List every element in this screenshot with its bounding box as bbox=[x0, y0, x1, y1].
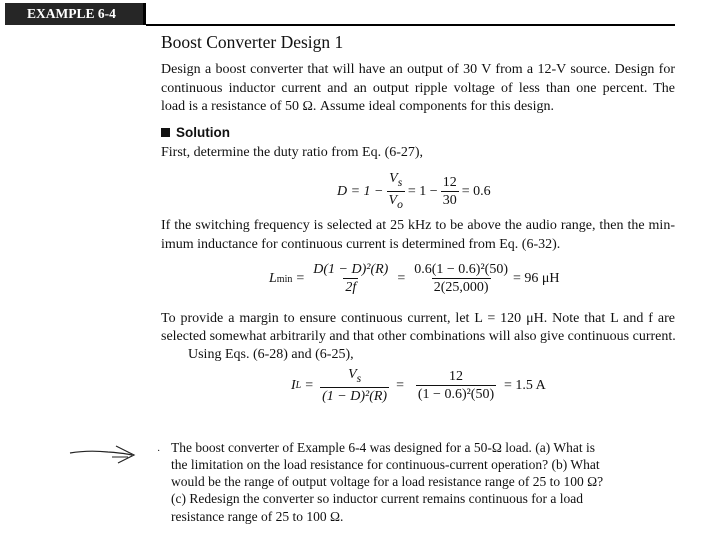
fraction bbox=[387, 171, 405, 213]
eq-equals: = bbox=[296, 271, 305, 286]
fraction bbox=[412, 262, 510, 296]
eq-num: V bbox=[389, 171, 398, 186]
eq-den: V bbox=[388, 192, 398, 208]
paragraph-line: imum inductance for continuous current is determined from Eq. (6-32). bbox=[161, 237, 561, 252]
paragraph-line: If the switching frequency is selected at 25 kHz to be above the audio range, then the min- bbox=[161, 218, 675, 233]
eq-result: = 1.5 A bbox=[504, 377, 546, 393]
example-title: Boost Converter Design 1 bbox=[161, 32, 344, 52]
problem-line: Design a boost converter that will have an output of 30 V from a 12-V source. Design for bbox=[161, 62, 675, 77]
eq-num: 12 bbox=[449, 368, 464, 384]
eq-sub: L bbox=[295, 380, 302, 392]
fraction bbox=[320, 367, 389, 405]
eq-result: = 0.6 bbox=[461, 183, 491, 199]
eq-den: (1 − D)²(R) bbox=[322, 388, 388, 404]
eq-sub: o bbox=[397, 197, 403, 211]
hand-drawn-arrow-icon bbox=[68, 444, 138, 466]
bullet-dot: · bbox=[157, 446, 161, 457]
eq-den: 2f bbox=[345, 280, 357, 295]
eq-num: 12 bbox=[442, 174, 457, 190]
problem-line: load is a resistance of 50 Ω. Assume ideal components for this design. bbox=[161, 99, 554, 114]
paragraph-line: selected somewhat arbitrarily and that other combinations will also give continuous current. bbox=[161, 329, 676, 344]
eq-den: 30 bbox=[442, 192, 457, 208]
exercise-line: The boost converter of Example 6-4 was designed for a 50-Ω load. (a) What is bbox=[171, 440, 596, 455]
square-bullet-icon bbox=[161, 128, 170, 137]
eq-sub: s bbox=[397, 175, 403, 189]
eq-sub: s bbox=[356, 371, 362, 385]
eq-den: 2(25,000) bbox=[433, 280, 489, 295]
exercise-line: (c) Redesign the converter so inductor current remains continuous for a load bbox=[171, 491, 583, 506]
paragraph-line: To provide a margin to ensure continuous current, let L = 120 μH. Note that L and f are bbox=[161, 311, 675, 326]
eq-num: 0.6(1 − 0.6)²(50) bbox=[414, 262, 508, 277]
problem-line: continuous inductor current and an output ripple voltage of less than one percent. The bbox=[161, 81, 675, 96]
duty-ratio-equation bbox=[337, 171, 491, 213]
eq-equals: = bbox=[396, 377, 405, 393]
header-rule bbox=[146, 24, 675, 26]
eq-equals: = bbox=[305, 377, 314, 393]
first-line: First, determine the duty ratio from Eq. (6-27), bbox=[161, 145, 424, 160]
exercise-line: the limitation on the load resistance for continuous-current operation? (b) What bbox=[171, 457, 600, 472]
eq-mid: = 1 − bbox=[407, 183, 438, 199]
fraction bbox=[411, 369, 501, 403]
paragraph-line: Using Eqs. (6-28) and (6-25), bbox=[188, 347, 354, 362]
solution-heading: Solution bbox=[161, 125, 230, 140]
eq-num: V bbox=[348, 367, 357, 382]
exercise-line: resistance range of 25 to 100 Ω. bbox=[171, 509, 344, 524]
eq-lhs: D = 1 − bbox=[337, 183, 384, 199]
eq-num: D(1 − D)²(R) bbox=[313, 262, 389, 277]
eq-sub: min bbox=[276, 273, 293, 285]
eq-result: = 96 μH bbox=[513, 271, 560, 286]
exercise-line: would be the range of output voltage for a load resistance range of 25 to 100 Ω? bbox=[171, 474, 604, 489]
eq-den: (1 − 0.6)²(50) bbox=[417, 386, 495, 402]
fraction bbox=[441, 175, 459, 209]
eq-equals: = bbox=[397, 271, 406, 286]
fraction bbox=[311, 262, 390, 296]
min-inductance-equation bbox=[269, 262, 560, 296]
eq-lhs: I bbox=[291, 377, 296, 393]
inductor-current-equation bbox=[291, 367, 546, 405]
eq-lhs: L bbox=[269, 271, 277, 286]
example-badge: EXAMPLE 6-4 bbox=[5, 3, 146, 25]
